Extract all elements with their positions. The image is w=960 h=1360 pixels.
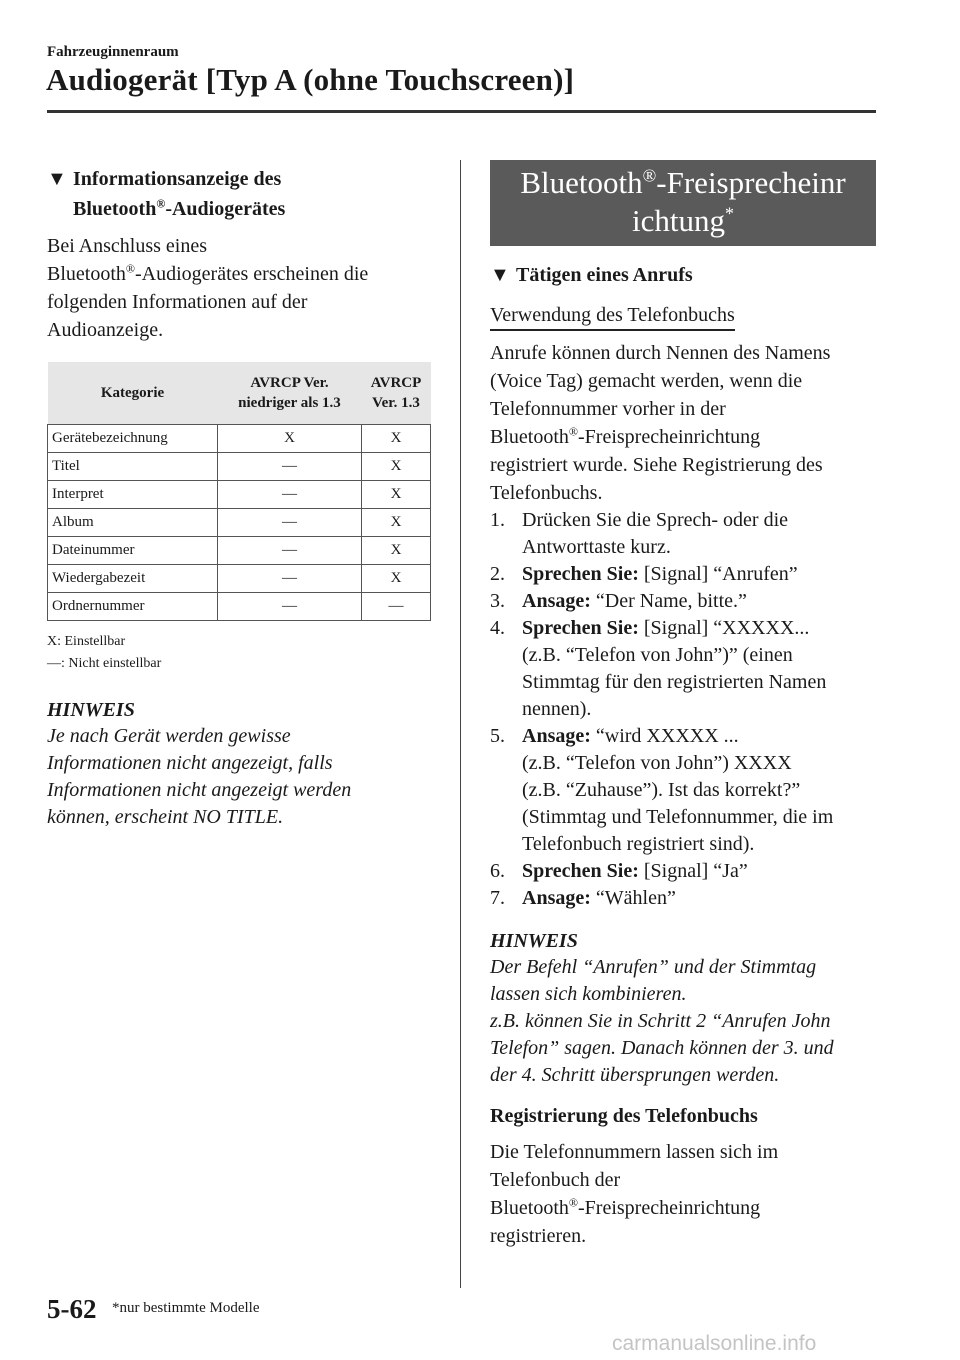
table-header-row — [48, 362, 431, 425]
note-heading: HINWEIS — [47, 699, 135, 721]
registration-paragraph: Die Telefonnummern lassen sich im Telefonbuch der Bluetooth®-Freisprecheinrichtung registrieren. — [490, 1141, 779, 1247]
triangle-down-icon: ▼ — [47, 168, 67, 190]
table-row: Ordnernummer — — — [48, 593, 431, 621]
watermark: carmanualsonline.info — [612, 1332, 817, 1355]
table-row: Wiedergabezeit — X — [48, 565, 431, 593]
table-row: Interpret — X — [48, 481, 431, 509]
table-row: Gerätebezeichnung X X — [48, 425, 431, 453]
page-number: 5-62 — [47, 1294, 97, 1324]
note-text: Je nach Gerät werden gewisse Informationen nicht angezeigt, falls Informationen nicht angezeigt werden können, erscheint NO TITLE. — [47, 725, 352, 828]
section-heading-calls: ▼ Tätigen eines Anrufs — [490, 260, 880, 290]
triangle-down-icon: ▼ — [490, 264, 510, 286]
title-rule — [47, 110, 876, 113]
footnote: *nur bestimmte Modelle — [112, 1300, 260, 1316]
section-heading-bt-audio-info: ▼ Informationsanzeige des Bluetooth®-Audiogerätes — [47, 164, 437, 224]
table-legend: X: Einstellbar —: Nicht einstellbar — [47, 634, 162, 671]
list-item: 7. Ansage: “Wählen” — [490, 887, 676, 909]
list-item: 2. Sprechen Sie: [Signal] “Anrufen” — [490, 563, 798, 585]
left-column — [47, 164, 437, 831]
chapter-label: Fahrzeuginnenraum — [47, 44, 179, 60]
right-column — [490, 160, 880, 1250]
list-item: 4. Sprechen Sie: [Signal] “XXXXX... (z.B. “Telefon von John”)” (einen Stimmtag für den registrierten Namen nennen). — [490, 617, 827, 720]
subheading-registration: Registrierung des Telefonbuchs — [490, 1105, 758, 1127]
call-steps-list — [490, 507, 880, 912]
table-row: Titel — X — [48, 453, 431, 481]
subheading-phonebook: Verwendung des Telefonbuchs — [490, 302, 735, 331]
intro-paragraph: Bei Anschluss eines Bluetooth®-Audiogerätes erscheinen die folgenden Informationen auf der Audioanzeige. — [47, 235, 369, 341]
table-row: Album — X — [48, 509, 431, 537]
list-item: 1. Drücken Sie die Sprech- oder die Antworttaste kurz. — [490, 509, 789, 558]
table-row: Dateinummer — X — [48, 537, 431, 565]
avrcp-info-table — [47, 362, 431, 621]
section-banner-handsfree: Bluetooth®-Freisprecheinr ichtung* — [490, 160, 876, 246]
header-kategorie: Kategorie — [48, 362, 218, 425]
list-item: 5. Ansage: “wird XXXXX ... (z.B. “Telefon von John”) XXXX (z.B. “Zuhause”). Ist das korrekt?” (Stimmtag und Telefonnummer, die im Telefonbuch registriert sind). — [490, 725, 834, 855]
header-avrcp-lower: AVRCP Ver. niedriger als 1.3 — [218, 362, 362, 425]
list-item: 6. Sprechen Sie: [Signal] “Ja” — [490, 860, 748, 882]
phonebook-paragraph: Anrufe können durch Nennen des Namens (Voice Tag) gemacht werden, wenn die Telefonnummer vorher in der Bluetooth®-Freisprecheinrichtung registriert wurde. Siehe Registrierung des Telefonbuchs. — [490, 342, 831, 504]
column-divider — [460, 160, 461, 1288]
note-text: Der Befehl “Anrufen” und der Stimmtag lassen sich kombinieren. z.B. können Sie in Schritt 2 “Anrufen John Telefon” sagen. Danach können der 3. und der 4. Schritt übersprungen werden. — [490, 956, 834, 1086]
page-title: Audiogerät [Typ A (ohne Touchscreen)] — [46, 62, 575, 97]
list-item: 3. Ansage: “Der Name, bitte.” — [490, 590, 747, 612]
header-avrcp-13: AVRCP Ver. 1.3 — [362, 362, 431, 425]
note-heading: HINWEIS — [490, 930, 578, 952]
